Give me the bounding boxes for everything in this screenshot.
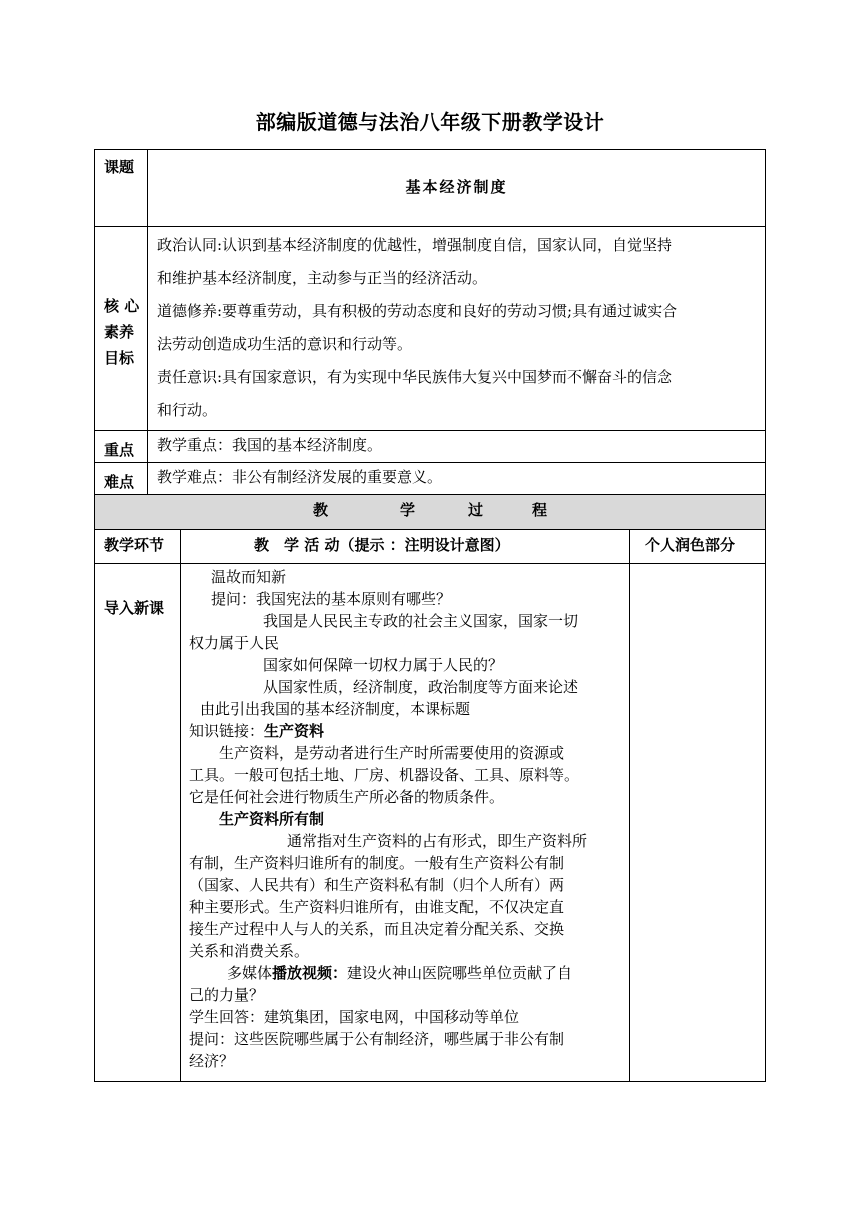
- video-question: 建设火神山医院哪些单位贡献了自: [347, 964, 573, 982]
- process-header-band: [95, 495, 765, 529]
- knowledge-link-topic: 生产资料: [264, 722, 325, 740]
- activity-line: 经济？: [189, 1052, 235, 1070]
- row-divider-key: [94, 462, 766, 463]
- key-point-label: 重点: [104, 441, 135, 459]
- row-divider-lesson: [94, 226, 766, 227]
- activity-line: 通常指对生产资料的占有形式，即生产资料所: [287, 832, 588, 850]
- key-point-text: 教学重点：我国的基本经济制度。: [157, 436, 383, 454]
- row-divider-goals: [94, 430, 766, 431]
- activity-line: 关系和消费关系。: [189, 942, 310, 960]
- goal-line: 责任意识:具有国家意识，有为实现中华民族伟大复兴中国梦而不懈奋斗的信念: [157, 368, 673, 386]
- knowledge-link-prefix: 知识链接：: [189, 722, 265, 740]
- row-divider-difficult: [94, 494, 766, 495]
- personal-column-header: 个人润色部分: [645, 536, 736, 554]
- activity-line: 生产资料，是劳动者进行生产时所需要使用的资源或: [219, 744, 565, 762]
- process-header-char: 学: [400, 501, 416, 519]
- process-header-char: 程: [532, 501, 548, 519]
- goal-line: 和维护基本经济制度，主动参与正当的经济活动。: [157, 269, 488, 287]
- activity-line: 从国家性质，经济制度，政治制度等方面来论述: [263, 678, 579, 696]
- ownership-subheading: 生产资料所有制: [219, 810, 325, 828]
- activity-line: 有制，生产资料归谁所有的制度。一般有生产资料公有制: [189, 854, 565, 872]
- difficult-point-label: 难点: [104, 473, 135, 491]
- play-video-label: 播放视频：: [272, 964, 348, 982]
- activity-line: 提问：我国宪法的基本原则有哪些？: [211, 590, 452, 608]
- activity-line: 接生产过程中人与人的关系，而且决定着分配关系、交换: [189, 920, 565, 938]
- activity-line: 提问：这些医院哪些属于公有制经济，哪些属于非公有制: [189, 1030, 565, 1048]
- multimedia-prefix: 多媒体: [227, 964, 273, 982]
- activity-line: 它是任何社会进行物质生产所必备的物质条件。: [189, 788, 505, 806]
- core-goals-label-2: 素养: [104, 323, 135, 341]
- activity-line: 工具。一般可包括土地、厂房、机器设备、工具、原料等。: [189, 766, 580, 784]
- table-border-left: [94, 149, 95, 1082]
- lesson-label: 课题: [104, 158, 135, 176]
- process-header-char: 过: [468, 501, 484, 519]
- goal-line: 政治认同:认识到基本经济制度的优越性，增强制度自信，国家认同，自觉坚持: [157, 236, 673, 254]
- core-goals-label-3: 目标: [104, 349, 135, 367]
- core-goals-label-1: 核 心: [104, 297, 140, 315]
- row-divider-columns: [94, 563, 766, 564]
- difficult-point-text: 教学难点：非公有制经济发展的重要意义。: [157, 468, 443, 486]
- activity-line: [227, 962, 572, 984]
- activity-line: 学生回答：建筑集团，国家电网，中国移动等单位: [189, 1008, 520, 1026]
- table-border-right: [765, 149, 766, 1082]
- activity-line: 权力属于人民: [189, 634, 280, 652]
- table-border-bottom: [94, 1081, 766, 1082]
- goal-line: 和行动。: [157, 401, 218, 419]
- activity-line: 己的力量？: [189, 986, 265, 1004]
- activity-line: 种主要形式。生产资料归谁所有，由谁支配，不仅决定直: [189, 898, 565, 916]
- activity-column-header: 教 学 活 动（提示 ：注明设计意图）: [254, 536, 510, 554]
- personal-column-divider: [629, 529, 630, 1082]
- process-header-char: 教: [313, 501, 329, 519]
- stage-column-divider: [180, 529, 181, 1082]
- goal-line: 法劳动创造成功生活的意识和行动等。: [157, 335, 413, 353]
- activity-line: [189, 720, 324, 742]
- core-goals-text: [157, 229, 762, 427]
- activity-line: 我国是人民民主专政的社会主义国家，国家一切: [263, 612, 579, 630]
- activity-line: 温故而知新: [211, 568, 287, 586]
- lesson-title: 基本经济制度: [405, 178, 508, 196]
- activity-line: （国家、人民共有）和生产资料私有制（归个人所有）两: [189, 876, 565, 894]
- stage-column-header: 教学环节: [104, 536, 165, 554]
- row-divider-process: [94, 529, 766, 530]
- activity-line: 国家如何保障一切权力属于人民的？: [263, 656, 504, 674]
- stage-name: 导入新课: [104, 599, 165, 617]
- activity-line: 由此引出我国的基本经济制度，本课标题: [200, 700, 471, 718]
- document-title: 部编版道德与法治八年级下册教学设计: [255, 110, 605, 134]
- table-border-top: [94, 149, 766, 150]
- label-column-divider: [147, 149, 148, 495]
- goal-line: 道德修养:要尊重劳动，具有积极的劳动态度和良好的劳动习惯;具有通过诚实合: [157, 302, 678, 320]
